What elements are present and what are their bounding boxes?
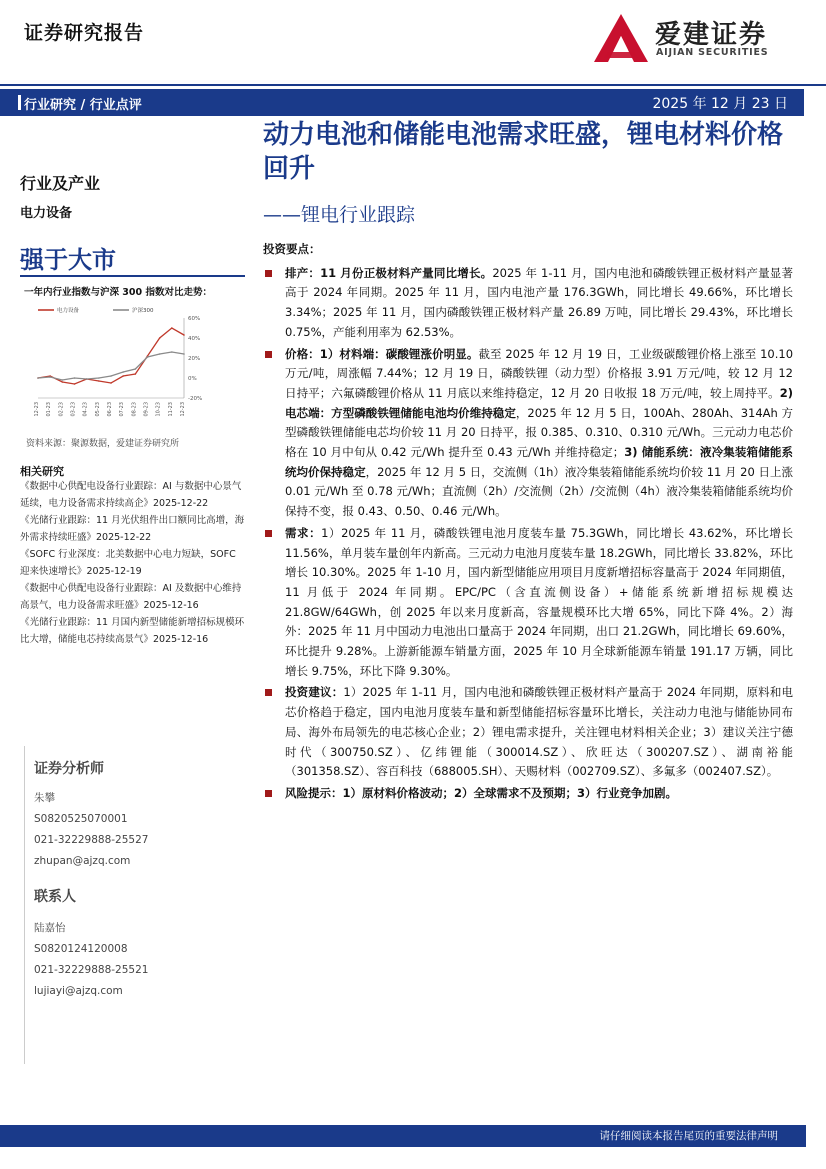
x-tick-label: 01-23 — [46, 402, 53, 417]
data-point — [86, 378, 88, 380]
investment-points-heading: 投资要点： — [263, 242, 321, 256]
x-tick-label: 09-23 — [143, 402, 150, 417]
report-type-label: 证券研究报告 — [24, 22, 145, 44]
bullet-icon — [265, 790, 272, 797]
data-point — [110, 382, 112, 384]
data-point — [62, 381, 64, 383]
footer-disclaimer[interactable]: 请仔细阅读本报告尾页的重要法律声明 — [599, 1130, 778, 1142]
x-tick-label: 03-23 — [70, 402, 77, 417]
related-research-list — [20, 478, 245, 648]
contact-heading: 联系人 — [34, 889, 76, 905]
data-point — [98, 380, 100, 382]
contact-name: 陆嘉怡 — [34, 922, 66, 934]
data-point — [171, 351, 173, 353]
index-comparison-chart — [24, 300, 244, 430]
header-rule — [0, 84, 826, 86]
data-point — [74, 377, 76, 379]
contact-email[interactable]: lujiayi@ajzq.com — [34, 985, 123, 997]
point-text: 2025 年 1-11 月，国内电池和磷酸铁锂正极材料产量显著高于 2024 年同期。2025 年 11 月，国内电池产量 176.3GWh，同比增长 49.66%，环比增长 3.34%；2025 年 11 月，国内磷酸铁锂正极材料产量 26.89 万吨，同比增长 29.43%，环比增长 0.75%，产能利用率为 62.53%。 — [285, 265, 793, 339]
chart-title: 一年内行业指数与沪深 300 指数对比走势： — [24, 287, 212, 298]
related-item[interactable]: 《光储行业跟踪：11 月国内新型储能新增招标规模环比大增，储能电芯持续高景气》2025-12-16 — [20, 617, 245, 645]
point-production — [263, 264, 793, 343]
related-item[interactable]: 《数据中心供配电设备行业跟踪：AI 与数据中心景气延续，电力设备需求持续高企》2025-12-22 — [20, 481, 242, 509]
industry-label: 行业及产业 — [20, 174, 101, 193]
point-lead-2: 2) 电芯端：方型磷酸铁锂储能电池均价维持稳定 — [285, 385, 793, 420]
bullet-icon — [265, 689, 272, 696]
x-tick-label: 02-23 — [58, 402, 65, 417]
chart-source: 资料来源：聚源数据，爱建证券研究所 — [26, 439, 180, 449]
data-point — [37, 377, 39, 379]
data-point — [159, 353, 161, 355]
point-label: 价格： — [285, 346, 320, 361]
point-demand — [263, 524, 793, 682]
analyst-phone: 021-32229888-25527 — [34, 834, 149, 846]
x-tick-label: 11-23 — [167, 402, 174, 417]
data-point — [49, 376, 51, 378]
point-text-3: ，2025 年 12 月 5 日，交流侧（1h）液冷集装箱储能系统均价较 11 月 20 日上涨 0.01 元/Wh 至 0.78 元/Wh；直流侧（2h）/交流侧（2h）/交流侧（4h）液冷集装箱储能系统均价保持不变，报 0.43、0.50、0.46 元/Wh。 — [285, 464, 793, 519]
x-tick-label: 06-23 — [107, 402, 113, 417]
data-point — [122, 375, 124, 377]
rating-rule — [20, 275, 245, 277]
report-title: 动力电池和储能电池需求旺盛，锂电材料价格回升 — [263, 120, 784, 184]
data-point — [135, 368, 137, 370]
bullet-icon — [265, 270, 272, 277]
analyst-email[interactable]: zhupan@ajzq.com — [34, 855, 131, 867]
data-point — [62, 379, 64, 381]
legend-label: 沪深300 — [132, 308, 154, 314]
x-tick-label: 07-23 — [119, 402, 126, 417]
bullet-icon — [265, 351, 272, 358]
point-lead: 1）材料端：碳酸锂涨价明显。 — [319, 346, 479, 361]
data-point — [110, 375, 112, 377]
analyst-info — [34, 788, 148, 872]
data-point — [135, 373, 137, 375]
logo-text-en: AIJIAN SECURITIES — [656, 47, 769, 58]
point-text: 截至 2025 年 12 月 19 日，工业级碳酸锂价格上涨至 10.10 万元/吨，周涨幅 7.44%；12 月 19 日，磷酸铁锂（动力型）价格报 3.91 万元/吨，较 12 月 12 日持平；六氟磷酸锂价格从 11 月底以来维持稳定，12 月 20 日收报 18 万元/吨，较上周持平。 — [285, 346, 794, 400]
x-tick-label: 08-23 — [131, 402, 138, 417]
y-tick-label: 60% — [188, 316, 201, 322]
related-item[interactable]: 《数据中心供配电设备行业跟踪：AI 及数据中心维持高景气，电力设备需求旺盛》2025-12-16 — [20, 583, 242, 611]
investment-points — [263, 240, 793, 804]
report-date: 2025 年 12 月 23 日 — [652, 96, 788, 112]
bar-tick — [18, 95, 21, 110]
data-point — [183, 353, 185, 355]
y-tick-label: -20% — [188, 396, 203, 402]
related-item[interactable]: 《光储行业跟踪：11 月光伏组件出口额同比高增，海外需求持续旺盛》2025-12-22 — [20, 515, 245, 543]
analyst-name: 朱攀 — [34, 792, 55, 804]
point-investment-advice — [263, 683, 793, 782]
point-text: 1）2025 年 11 月，磷酸铁锂电池月度装车量 75.3GWh，同比增长 43.62%，环比增长 11.56%，单月装车量创年内新高。三元动力电池月度装车量 18.2GWh，同比增长 33.82%，环比增长 10.30%。2025 年 1-10 月，国内新型储能应用项目月度新增招标容量高于 2024 年同期值，11 月低于 2024 年同期。EPC/PC（含直流侧设备）+储能系统新增招标规模达 21.8GW/64GWh，创 2025 年以来月度新高，容量规模环比大增 65%，同比下降 4%。2）海外：2025 年 11 月中国动力电池出口量高于 2024 年同期，出口 21.2GWh，同比增长 69.60%，环比提升 9.28%。上游新能源车销量方面，2025 年 10 月全球新能源车销量 191.17 万辆，同比增长 9.75%，环比下降 9.30%。 — [285, 525, 793, 678]
x-tick-label: 05-23 — [94, 402, 101, 417]
y-tick-label: 40% — [188, 336, 201, 342]
industry-name: 电力设备 — [20, 206, 73, 221]
data-point — [147, 356, 149, 358]
contact-license: S0820124120008 — [34, 943, 128, 955]
report-subtitle: ——锂电行业跟踪 — [263, 204, 416, 226]
point-lead: 11 月份正极材料产量同比增长。 — [320, 265, 493, 280]
contact-phone: 021-32229888-25521 — [34, 964, 149, 976]
point-label: 投资建议： — [285, 685, 344, 700]
y-tick-label: 0% — [188, 376, 197, 382]
point-lead-3: 3) 储能系统：液冷集装箱储能系统均价保持稳定 — [285, 445, 794, 479]
x-tick-label: 10-23 — [155, 402, 162, 417]
point-text-2: ，2025 年 12 月 5 日，100Ah、280Ah、314Ah 方型磷酸铁锂储能电芯均价较 11 月 20 日持平，报 0.385、0.310、0.310 元/Wh。三元动力电芯价格在 10 月中旬从 0.42 元/Wh 提升至 0.43 元/Wh 并维持稳定； — [285, 405, 793, 460]
rating: 强于大市 — [20, 246, 116, 274]
x-tick-label: 12-23 — [180, 402, 186, 417]
contact-info — [34, 918, 148, 1002]
analyst-license: S0820525070001 — [34, 813, 128, 825]
data-point — [74, 383, 76, 385]
point-label: 排产： — [285, 265, 321, 280]
y-tick-label: 20% — [188, 356, 201, 362]
x-tick-label: 12-23 — [34, 402, 40, 417]
aijian-logo-icon — [590, 12, 652, 64]
data-point — [171, 327, 173, 329]
data-point — [122, 371, 124, 373]
sidebar-divider — [24, 746, 25, 1064]
logo-text-cn: 爱建证券 — [655, 20, 768, 50]
point-price — [263, 345, 793, 522]
legend-label: 电力设备 — [57, 308, 80, 314]
point-label: 需求： — [285, 525, 322, 540]
point-text: 1）2025 年 1-11 月，国内电池和磷酸铁锂正极材料产量高于 2024 年同期，原料和电芯价格趋于稳定，国内电池月度装车量和新型储能招标容量环比增长，关注动力电池与储能协同布局、海外布局领先的电芯核心企业；2）锂电需求提升，关注锂电材料相关企业；3）建议关注宁德时代（300750.SZ）、亿纬锂能（300014.SZ）、欣旺达（300207.SZ）、湖南裕能（301358.SZ）、容百科技（688005.SH）、天赐材料（002709.SZ）、多氟多（002407.SZ）。 — [285, 685, 793, 779]
data-point — [98, 377, 100, 379]
point-label: 风险提示： — [285, 785, 343, 800]
point-lead: 1）原材料价格波动；2）全球需求不及预期；3）行业竞争加剧。 — [342, 785, 678, 800]
analyst-heading: 证券分析师 — [34, 761, 104, 777]
related-item[interactable]: 《SOFC 行业深度：北美数据中心电力短缺，SOFC 迎来快速增长》2025-12-19 — [20, 549, 236, 577]
related-research-heading: 相关研究 — [20, 465, 64, 478]
report-category: 行业研究 / 行业点评 — [24, 98, 142, 113]
point-risk — [263, 784, 793, 804]
x-tick-label: 04-23 — [82, 402, 89, 417]
data-point — [159, 337, 161, 339]
bullet-icon — [265, 530, 272, 537]
data-point — [183, 334, 185, 336]
